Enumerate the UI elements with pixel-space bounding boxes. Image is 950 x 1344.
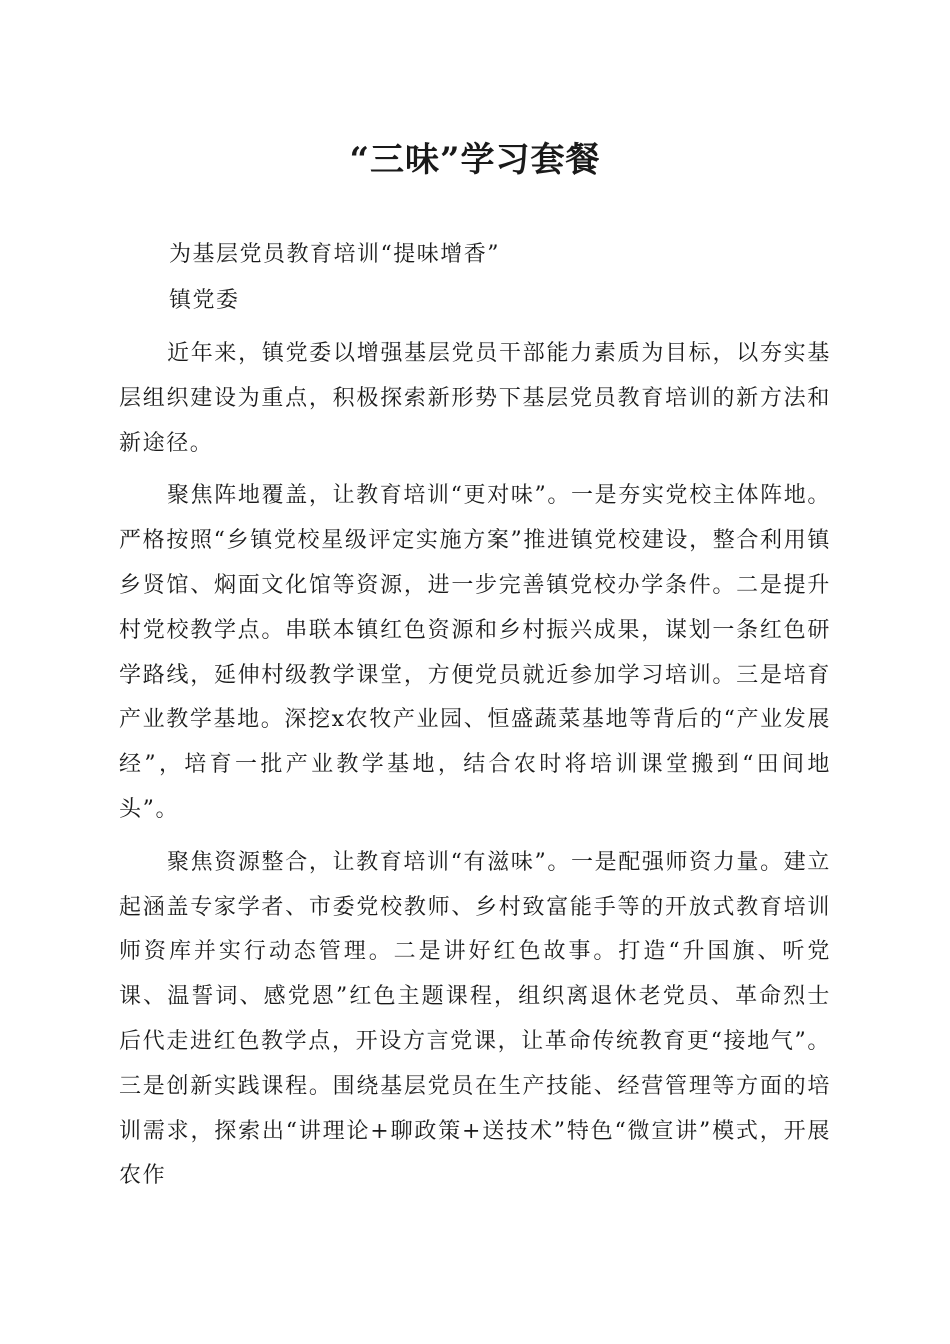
document-author: 镇党委 (169, 288, 240, 313)
document-title: “三味”学习套餐 (349, 140, 601, 180)
body-paragraph: 聚焦阵地覆盖，让教育培训“更对味”。一是夯实党校主体阵地。严格按照“乡镇党校星级评定实施方案”推进镇党校建设，整合利用镇乡贤馆、焖面文化馆等资源，进一步完善镇党校办学条件。二是提升村党校教学点。串联本镇红色资源和乡村振兴成果，谋划一条红色研学路线，延伸村级教学课堂，方便党员就近参加学习培训。三是培育产业教学基地。深挖x农牧产业园、恒盛蔬菜基地等背后的“产业发展经”，培育一批产业教学基地，结合农时将培训课堂搬到“田间地头”。 (119, 483, 831, 822)
document-body (119, 232, 831, 1199)
body-paragraph: 聚焦资源整合，让教育培训“有滋味”。一是配强师资力量。建立起涵盖专家学者、市委党校教师、乡村致富能手等的开放式教育培训师资库并实行动态管理。二是讲好红色故事。打造“升国旗、听党课、温誓词、感党恩”红色主题课程，组织离退休老党员、革命烈士后代走进红色教学点，开设方言党课，让革命传统教育更“接地气”。三是创新实践课程。围绕基层党员在生产技能、经营管理等方面的培训需求，探索出“讲理论+聊政策+送技术”特色“微宣讲”模式，开展农作 (119, 849, 831, 1189)
document-subtitle: 为基层党员教育培训“提味增香” (169, 242, 500, 267)
body-paragraph: 近年来，镇党委以增强基层党员干部能力素质为目标，以夯实基层组织建设为重点，积极探索新形势下基层党员教育培训的新方法和新途径。 (119, 341, 831, 456)
